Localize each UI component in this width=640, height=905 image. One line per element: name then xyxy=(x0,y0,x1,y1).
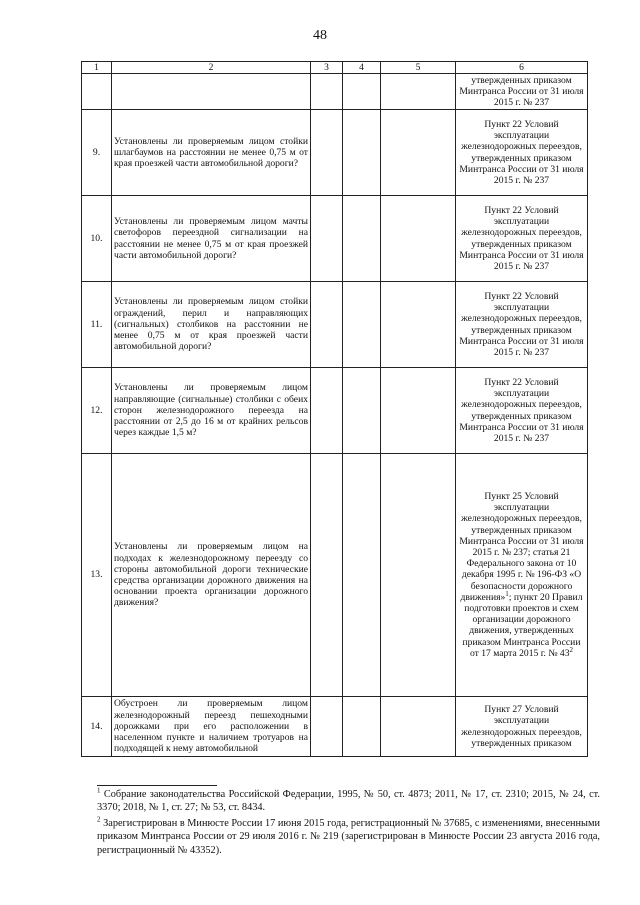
col-header-2: 2 xyxy=(112,62,311,74)
footnote-2 xyxy=(97,817,600,857)
row-cell-5 xyxy=(381,454,456,697)
row-cell-3 xyxy=(311,74,343,110)
footnote-mark: 2 xyxy=(97,815,101,824)
reference-text-part-2: ; пункт 20 Правил подготовки проектов и схем организации дорожного движения, утвержденных приказом Минтранса России от 17 марта 2015 г. № 43 xyxy=(462,591,583,659)
footnote-text: Зарегистрирован в Минюсте России 17 июня 2015 года, регистрационный № 37685, с изменениями, внесенными приказом Минтранса России от 29 июля 2016 г. № 219 (зарегистрирован в Минюсте России 23 августа 2016 года, регистрационный № 43352). xyxy=(97,817,600,856)
footnote-mark: 1 xyxy=(97,786,101,795)
row-question: Обустроен ли проверяемым лицом железнодорожный переезд пешеходными дорожками при его расположении в населенном пункте и наличием тротуаров на подходящей к нему автомобильной xyxy=(112,697,311,757)
col-header-1: 1 xyxy=(82,62,112,74)
row-number xyxy=(82,74,112,110)
table-row xyxy=(82,282,588,368)
row-cell-4 xyxy=(343,282,381,368)
row-question xyxy=(112,74,311,110)
row-number: 10. xyxy=(82,196,112,282)
row-reference: Пункт 22 Условий эксплуатации железнодорожных переездов, утвержденных приказом Минтранса России от 31 июля 2015 г. № 237 xyxy=(456,368,588,454)
row-cell-4 xyxy=(343,196,381,282)
row-reference: Пункт 22 Условий эксплуатации железнодорожных переездов, утвержденных приказом Минтранса России от 31 июля 2015 г. № 237 xyxy=(456,110,588,196)
row-question: Установлены ли проверяемым лицом стойки ограждений, перил и направляющих (сигнальных) столбиков на расстоянии не менее 0,75 м от края проезжей части автомобильной дороги? xyxy=(112,282,311,368)
row-reference xyxy=(456,454,588,697)
row-reference: утвержденных приказом Минтранса России от 31 июля 2015 г. № 237 xyxy=(456,74,588,110)
row-reference: Пункт 22 Условий эксплуатации железнодорожных переездов, утвержденных приказом Минтранса России от 31 июля 2015 г. № 237 xyxy=(456,282,588,368)
row-cell-4 xyxy=(343,74,381,110)
row-cell-4 xyxy=(343,368,381,454)
checklist-table xyxy=(81,61,588,757)
row-number: 11. xyxy=(82,282,112,368)
row-cell-3 xyxy=(311,282,343,368)
row-cell-5 xyxy=(381,74,456,110)
row-reference: Пункт 27 Условий эксплуатации железнодорожных переездов, утвержденных приказом xyxy=(456,697,588,757)
footnote-text: Собрание законодательства Российской Федерации, 1995, № 50, ст. 4873; 2011, № 17, ст. 2310; 2015, № 24, ст. 3370; 2018, № 1, ст. 27; № 53, ст. 8434. xyxy=(97,789,600,814)
page-number: 48 xyxy=(313,28,327,43)
footnote-divider xyxy=(97,785,217,786)
table-row xyxy=(82,697,588,757)
header-row xyxy=(82,62,588,74)
row-cell-3 xyxy=(311,697,343,757)
row-question: Установлены ли проверяемым лицом направляющие (сигнальные) столбики с обеих сторон железнодорожного переезда на расстоянии от 2,5 до 16 м от крайних рельсов через каждые 1,5 м? xyxy=(112,368,311,454)
row-number: 13. xyxy=(82,454,112,697)
row-question: Установлены ли проверяемым лицом мачты светофоров переездной сигнализации на расстоянии не менее 0,75 м от края проезжей части автомобильной дороги? xyxy=(112,196,311,282)
reference-text-part-1: Пункт 25 Условий эксплуатации железнодорожных переездов, утвержденных приказом Минтранса России от 31 июля 2015 г. № 237; статья 21 Федерального закона от 10 декабря 1995 г. № 196-ФЗ «О безопасности дорожного движения» xyxy=(459,490,584,603)
footnote-ref-2: 2 xyxy=(569,645,574,654)
row-reference: Пункт 22 Условий эксплуатации железнодорожных переездов, утвержденных приказом Минтранса России от 31 июля 2015 г. № 237 xyxy=(456,196,588,282)
table-row xyxy=(82,196,588,282)
row-cell-4 xyxy=(343,454,381,697)
row-question: Установлены ли проверяемым лицом стойки шлагбаумов на расстоянии не менее 0,75 м от края проезжей части автомобильной дороги? xyxy=(112,110,311,196)
row-number: 14. xyxy=(82,697,112,757)
col-header-3: 3 xyxy=(311,62,343,74)
row-cell-5 xyxy=(381,110,456,196)
table-row xyxy=(82,110,588,196)
col-header-4: 4 xyxy=(343,62,381,74)
table-row xyxy=(82,454,588,697)
row-cell-4 xyxy=(343,697,381,757)
table-row xyxy=(82,368,588,454)
row-cell-3 xyxy=(311,110,343,196)
row-cell-3 xyxy=(311,454,343,697)
row-number: 9. xyxy=(82,110,112,196)
col-header-5: 5 xyxy=(381,62,456,74)
row-cell-5 xyxy=(381,697,456,757)
row-cell-5 xyxy=(381,282,456,368)
row-cell-5 xyxy=(381,368,456,454)
footnote-1 xyxy=(97,788,600,815)
row-cell-3 xyxy=(311,368,343,454)
col-header-6: 6 xyxy=(456,62,588,74)
table-row xyxy=(82,74,588,110)
row-cell-4 xyxy=(343,110,381,196)
row-cell-3 xyxy=(311,196,343,282)
footnotes xyxy=(97,788,600,859)
footnote-ref-1: 1 xyxy=(505,589,509,598)
row-cell-5 xyxy=(381,196,456,282)
row-question: Установлены ли проверяемым лицом на подходах к железнодорожному переезду со стороны автомобильной дороги технические средства организации дорожного движения на основании проекта организации дорожного движения? xyxy=(112,454,311,697)
row-number: 12. xyxy=(82,368,112,454)
